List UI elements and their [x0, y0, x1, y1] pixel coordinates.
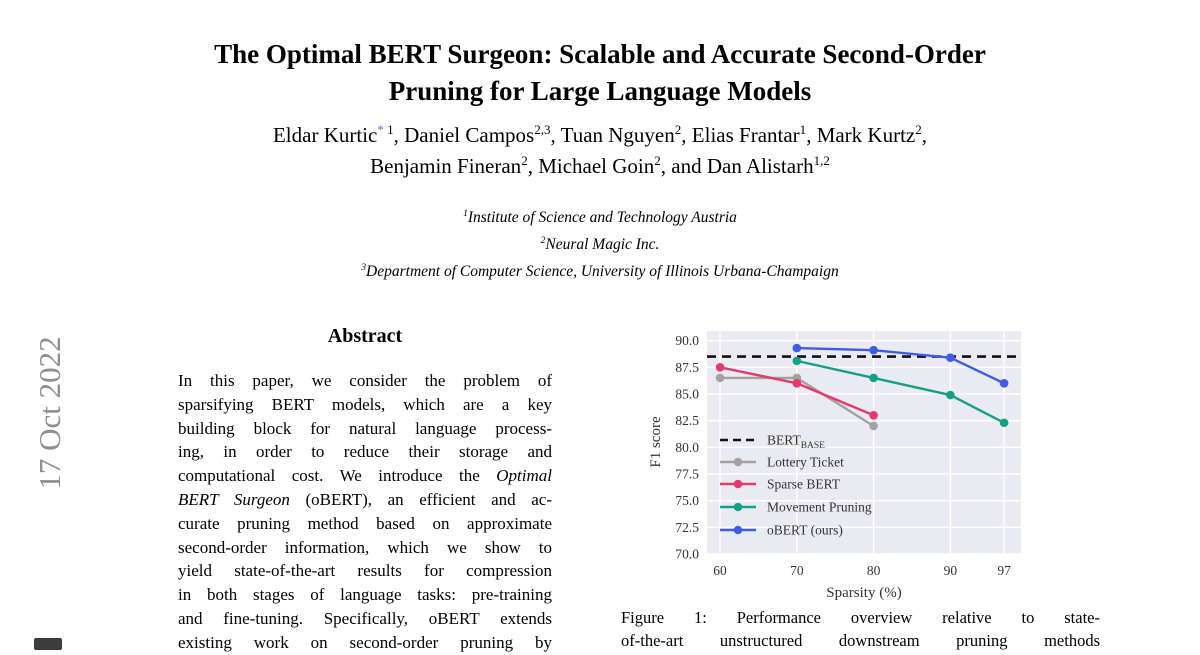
text-run: , Tuan Nguyen	[550, 123, 675, 147]
text-run: *	[377, 122, 384, 137]
text-run: Department of Computer Science, University of Illinois Urbana-Champaign	[366, 263, 839, 280]
text-run: BERT Surgeon	[178, 489, 290, 509]
figure1-chart	[640, 320, 1040, 610]
abstract-line	[178, 440, 552, 464]
text-run: , Mark Kurtz	[806, 123, 916, 147]
text-run: and fine-tuning. Specifically, oBERT extends	[178, 608, 552, 628]
x-tick-label: 80	[866, 563, 881, 578]
text-run: Benjamin Fineran	[370, 154, 522, 178]
text-run: Eldar Kurtic	[272, 123, 378, 147]
data-point-obert-ours-	[793, 344, 802, 353]
text-run: computational cost. We introduce the	[178, 466, 497, 486]
author-line-2	[0, 151, 1200, 182]
paper-title-line-1: The Optimal BERT Surgeon: Scalable and Accurate Second-Order	[214, 39, 986, 69]
legend-label-sparse-bert: Sparse BERT	[767, 476, 841, 492]
data-point-movement-pruning	[1000, 418, 1009, 427]
data-point-obert-ours-	[1000, 379, 1009, 388]
x-axis-label: Sparsity (%)	[826, 585, 902, 601]
legend-marker-lottery-ticket	[734, 458, 743, 467]
data-point-obert-ours-	[946, 353, 955, 362]
abstract-line	[178, 369, 552, 393]
text-run: 3	[361, 261, 367, 273]
text-run: Institute of Science and Technology Austria	[467, 209, 737, 226]
y-axis-label: F1 score	[648, 416, 664, 468]
text-run: building block for natural language process-	[178, 418, 552, 438]
text-run: second-order information, which we show to	[178, 537, 552, 557]
y-tick-label: 77.5	[675, 466, 699, 482]
text-run: curate pruning method based on approximate	[178, 513, 552, 533]
abstract-line	[178, 631, 552, 655]
text-run: 1	[799, 122, 807, 137]
abstract-line	[178, 512, 552, 536]
plot-area	[707, 331, 1021, 554]
text-run: existing work on second-order pruning by	[178, 632, 552, 652]
data-point-sparse-bert	[869, 411, 878, 420]
abstract-line	[178, 417, 552, 441]
text-run: 1	[383, 122, 394, 137]
y-tick-label: 90.0	[675, 333, 699, 349]
abstract-line	[178, 583, 552, 607]
x-tick-label: 90	[943, 563, 958, 578]
y-tick-label: 82.5	[675, 413, 699, 429]
text-run: , and Dan Alistarh	[660, 154, 814, 178]
x-tick-label: 60	[713, 563, 727, 578]
abstract-line	[178, 488, 552, 512]
legend-label-lottery-ticket: Lottery Ticket	[767, 454, 844, 470]
data-point-movement-pruning	[793, 357, 802, 366]
affiliation-2	[0, 231, 1200, 258]
data-point-sparse-bert	[716, 363, 725, 372]
affiliation-3	[0, 258, 1200, 285]
abstract-line	[178, 393, 552, 417]
legend-label-subscript: BASE	[800, 441, 825, 451]
text-run: 2	[915, 122, 922, 137]
legend-marker-sparse-bert	[734, 480, 743, 489]
y-tick-label: 87.5	[675, 359, 699, 375]
data-point-lottery-ticket	[716, 374, 725, 383]
y-tick-label: 70.0	[675, 546, 699, 562]
paper-title	[0, 36, 1200, 110]
text-run: , Daniel Campos	[393, 123, 535, 147]
text-run: , Elias Frantar	[681, 123, 800, 147]
text-run: 2	[540, 234, 546, 246]
affiliation-1	[0, 204, 1200, 231]
data-point-movement-pruning	[946, 391, 955, 400]
text-run: 2	[674, 122, 682, 137]
y-tick-label: 85.0	[675, 386, 699, 402]
arxiv-stamp-date: 17 Oct 2022	[32, 336, 67, 490]
text-run: ,	[921, 123, 928, 147]
text-run: in both stages of language tasks: pre-training	[178, 585, 552, 605]
affiliations	[0, 204, 1200, 285]
figure1-caption	[621, 606, 1100, 652]
text-run: 2	[521, 153, 528, 168]
abstract-body	[178, 369, 552, 655]
author-line-1	[0, 120, 1200, 151]
x-tick-label: 97	[997, 563, 1011, 578]
text-run: , Michael Goin	[527, 154, 655, 178]
legend-label-obert-ours-: oBERT (ours)	[767, 522, 843, 538]
x-tick-label: 70	[790, 563, 804, 578]
abstract-heading: Abstract	[327, 325, 403, 347]
y-tick-label: 75.0	[675, 493, 699, 509]
text-run: 1,2	[813, 153, 830, 168]
text-run: Optimal	[496, 466, 552, 486]
abstract-line	[178, 536, 552, 560]
text-run: 2,3	[534, 122, 551, 137]
text-run: In this paper, we consider the problem of	[178, 371, 552, 390]
text-run: Neural Magic Inc.	[545, 236, 660, 253]
legend-label-bertbase: $BERT_{BASE}$	[767, 432, 825, 451]
legend-label-movement-pruning: Movement Pruning	[767, 499, 872, 515]
y-tick-label: 72.5	[675, 519, 699, 535]
text-run: yield state-of-the-art results for compression	[178, 561, 552, 581]
data-point-movement-pruning	[869, 374, 878, 383]
data-point-obert-ours-	[869, 346, 878, 355]
data-point-lottery-ticket	[869, 422, 878, 431]
abstract-line	[178, 607, 552, 631]
author-list	[0, 120, 1200, 182]
abstract-line	[178, 559, 552, 583]
arxiv-stamp-clipped	[34, 638, 62, 650]
abstract-section	[178, 325, 552, 655]
data-point-sparse-bert	[793, 379, 802, 388]
text-run: 1	[463, 207, 468, 219]
text-run: 2	[654, 153, 661, 168]
legend-marker-obert-ours-	[734, 526, 743, 535]
abstract-line	[178, 464, 552, 488]
text-run: (oBERT), an efficient and ac-	[289, 489, 552, 509]
y-tick-label: 80.0	[675, 439, 699, 455]
text-run: sparsifying BERT models, which are a key	[178, 394, 552, 414]
figure1-caption-line-2: of-the-art unstructured downstream pruning methods	[621, 631, 1100, 650]
legend-marker-movement-pruning	[734, 503, 743, 512]
text-run: ing, in order to reduce their storage and	[178, 442, 552, 462]
paper-title-line-2: Pruning for Large Language Models	[388, 76, 812, 106]
figure1-caption-line-1: Figure 1: Performance overview relative to state-	[621, 608, 1100, 627]
